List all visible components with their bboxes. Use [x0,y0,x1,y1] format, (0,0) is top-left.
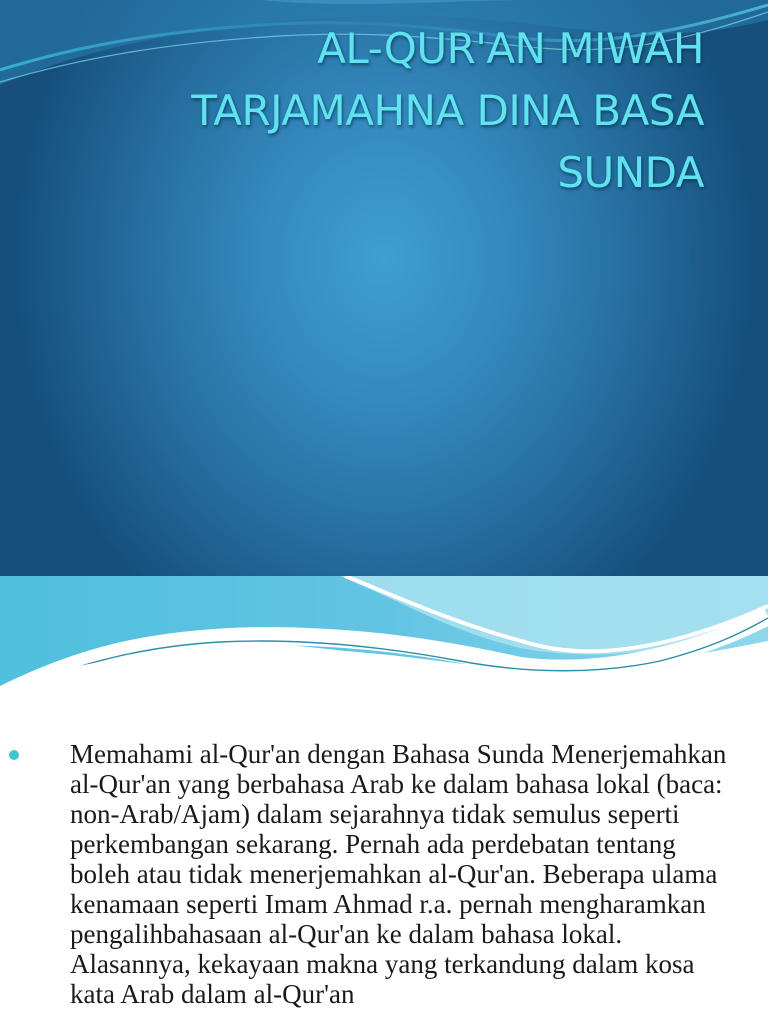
slide-body [44,739,734,1009]
decorative-wave [0,576,768,686]
bullet-icon [9,750,19,760]
slide-title: AL-QUR'AN MIWAH TARJAMAHNA DINA BASA SUNDA [191,24,704,197]
content-slide [0,576,768,1024]
bullet-text: Memahami al-Qur'an dengan Bahasa Sunda Menerjemahkan al-Qur'an yang berbahasa Arab ke dalam bahasa lokal (baca: non-Arab/Ajam) dalam sejarahnya tidak semulus seperti perkembangan sekarang. Pernah ada perdebatan tentang boleh atau tidak menerjemahkan al-Qur'an. Beberapa ulama kenamaan seperti Imam Ahmad r.a. pernah mengharamkan pengalihbahasaan al-Qur'an ke dalam bahasa lokal. Alasannya, kekayaan makna yang terkandung dalam kosa kata Arab dalam al-Qur'an [70,739,727,1009]
